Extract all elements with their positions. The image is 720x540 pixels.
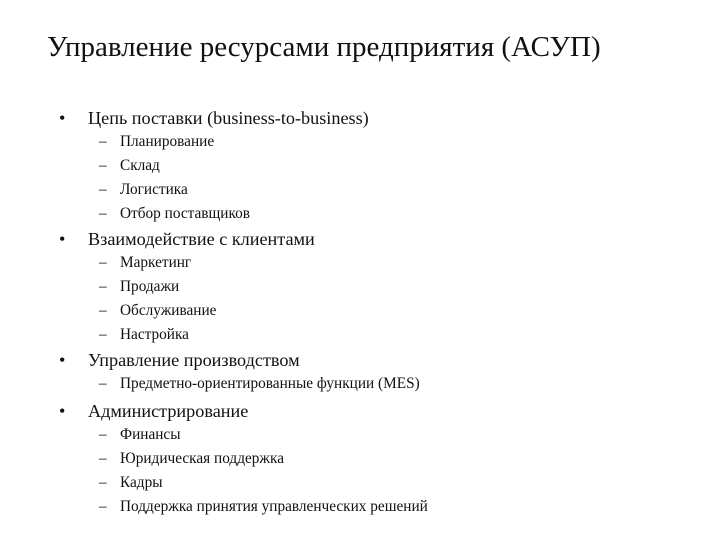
dash-icon: – — [99, 254, 107, 271]
dash-icon: – — [99, 302, 107, 319]
section-heading-administration — [59, 399, 248, 423]
bullet-icon: • — [59, 108, 66, 128]
list-item — [99, 277, 179, 297]
dash-icon: – — [99, 498, 107, 515]
section-heading-text: Цепь поставки (business-to-business) — [88, 108, 369, 128]
list-item — [99, 449, 284, 469]
list-item — [99, 473, 163, 493]
list-item-text: Отбор поставщиков — [120, 205, 251, 222]
list-item — [99, 180, 188, 200]
dash-icon: – — [99, 278, 107, 295]
list-item — [99, 325, 189, 345]
dash-icon: – — [99, 450, 107, 467]
list-item — [99, 497, 428, 517]
section-heading-text: Управление производством — [88, 350, 300, 370]
dash-icon: – — [99, 133, 107, 150]
list-item — [99, 253, 191, 273]
list-item — [99, 156, 160, 176]
dash-icon: – — [99, 474, 107, 491]
list-item — [99, 132, 214, 152]
dash-icon: – — [99, 375, 107, 392]
section-heading-production-management — [59, 348, 300, 372]
list-item-text: Продажи — [120, 278, 180, 295]
section-heading-text: Администрирование — [88, 401, 249, 421]
dash-icon: – — [99, 157, 107, 174]
dash-icon: – — [99, 426, 107, 443]
bullet-icon: • — [59, 350, 66, 370]
dash-icon: – — [99, 181, 107, 198]
dash-icon: – — [99, 326, 107, 343]
list-item-text: Обслуживание — [120, 302, 217, 319]
list-item-text: Финансы — [120, 426, 181, 443]
bullet-icon: • — [59, 229, 66, 249]
list-item-text: Юридическая поддержка — [120, 450, 284, 467]
list-item-text: Склад — [120, 157, 160, 174]
list-item-text: Предметно-ориентированные функции (MES) — [120, 375, 420, 392]
section-heading-text: Взаимодействие с клиентами — [88, 229, 315, 249]
list-item — [99, 374, 420, 394]
list-item-text: Кадры — [120, 474, 163, 491]
list-item-text: Поддержка принятия управленческих решений — [120, 498, 428, 515]
list-item-text: Маркетинг — [120, 254, 192, 271]
section-heading-supply-chain — [59, 106, 369, 130]
list-item-text: Настройка — [120, 326, 189, 343]
dash-icon: – — [99, 205, 107, 222]
list-item — [99, 425, 181, 445]
bullet-icon: • — [59, 401, 66, 421]
list-item-text: Планирование — [120, 133, 215, 150]
list-item-text: Логистика — [120, 181, 188, 198]
slide-title: Управление ресурсами предприятия (АСУП) — [47, 31, 601, 63]
list-item — [99, 204, 250, 224]
list-item — [99, 301, 216, 321]
section-heading-customer-interaction — [59, 227, 315, 251]
